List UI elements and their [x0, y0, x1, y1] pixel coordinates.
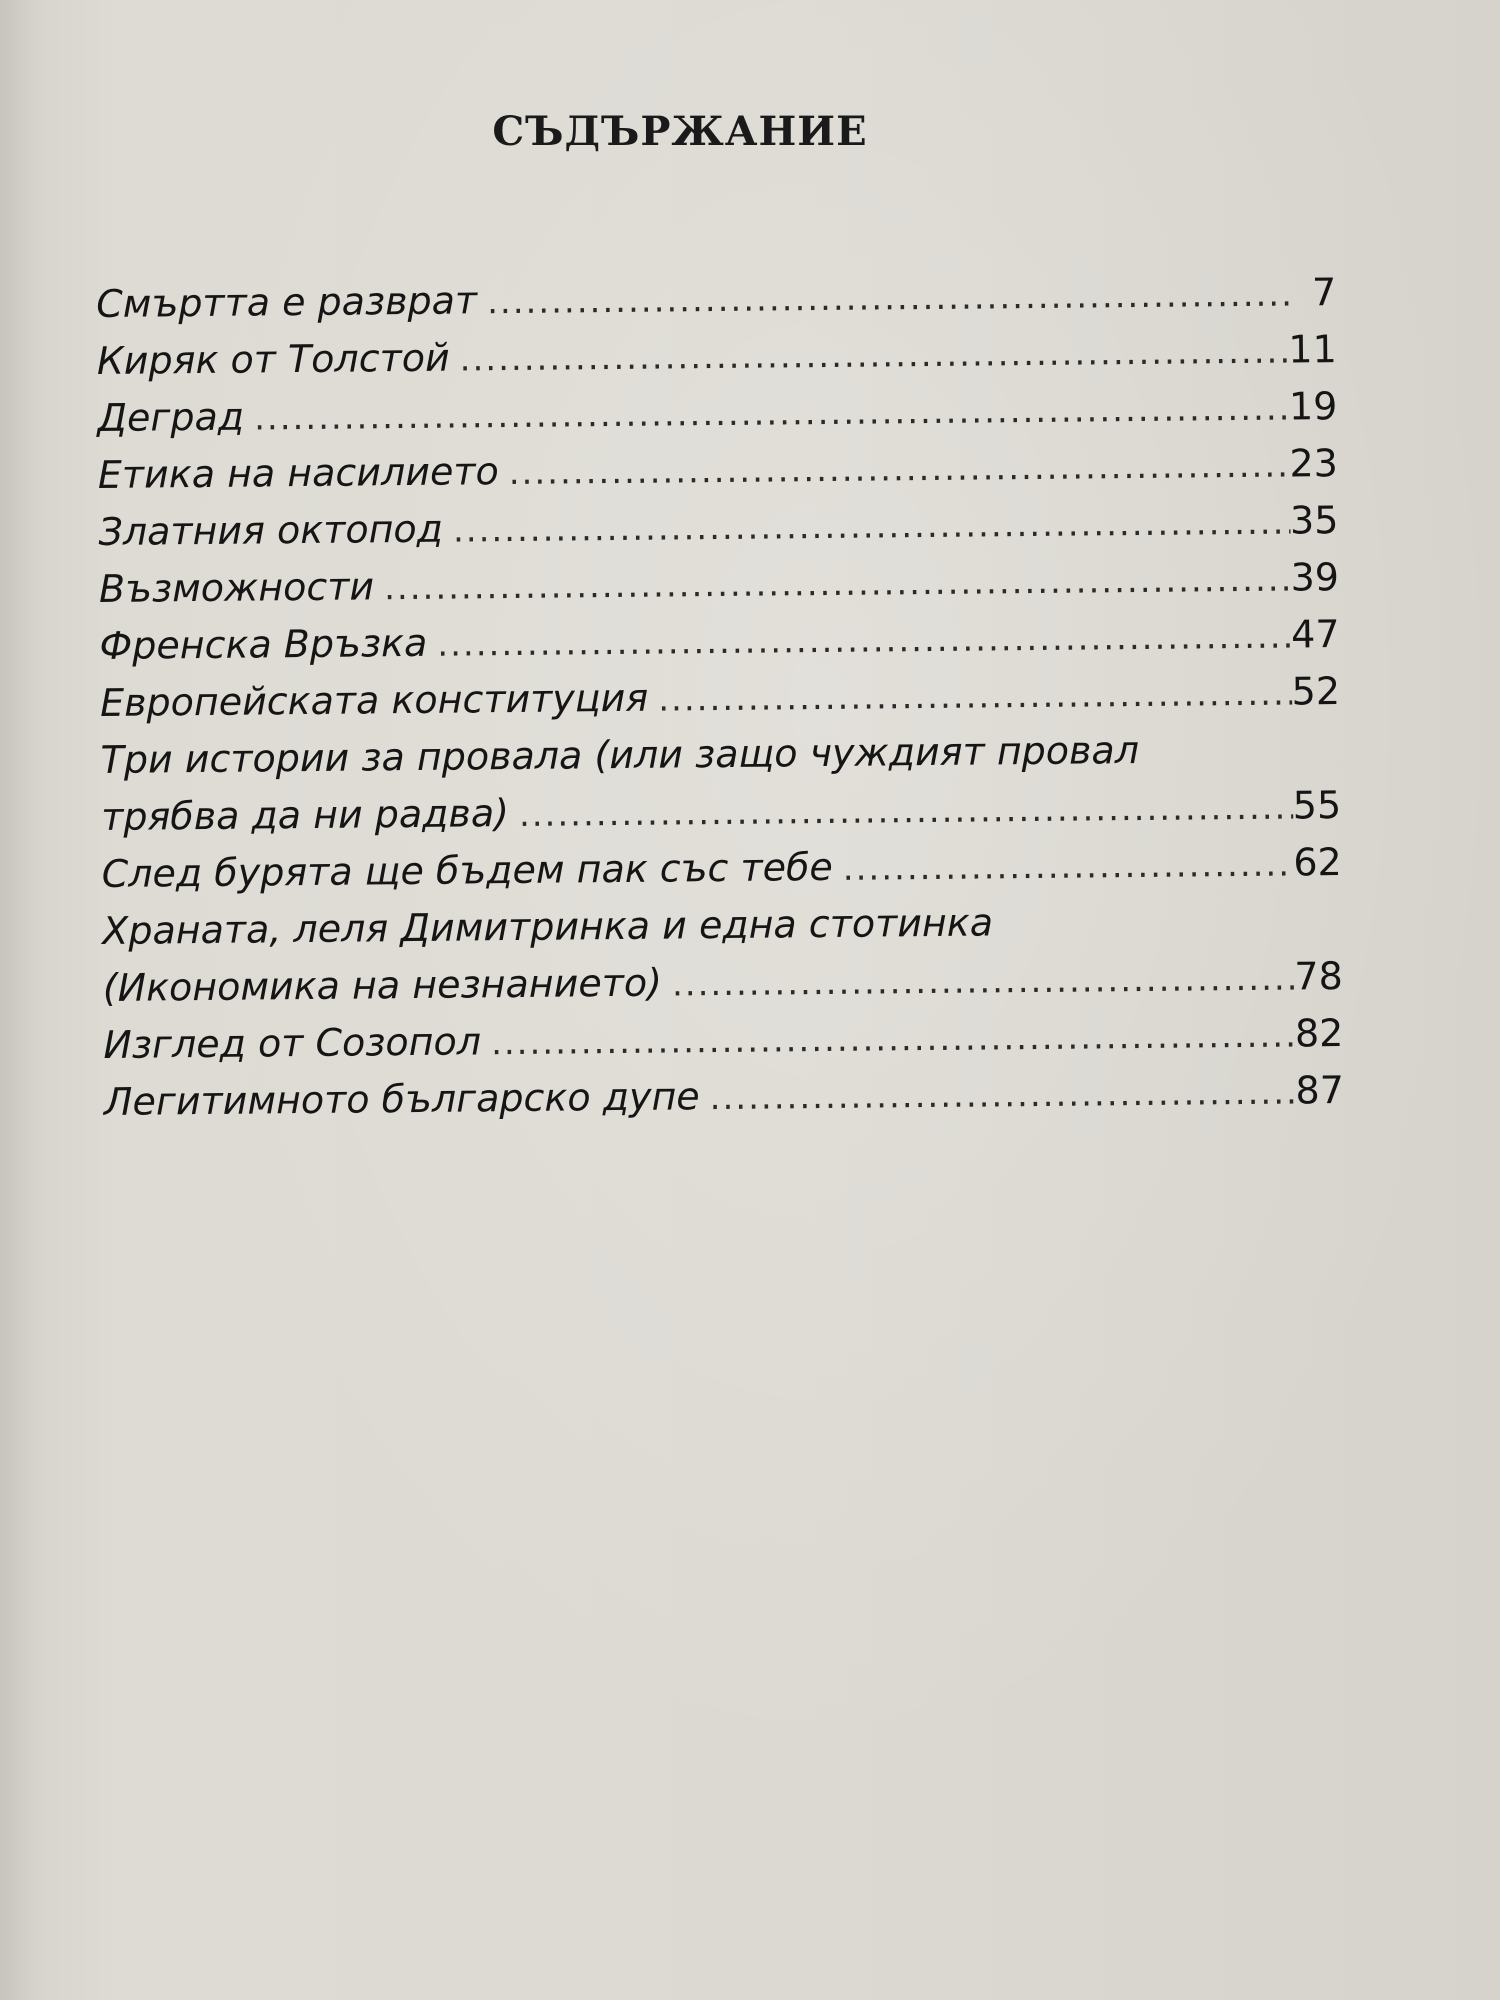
toc-entry-title: Легитимното българско дупе: [103, 1074, 700, 1124]
toc-entry: [97, 378, 1337, 447]
dot-leader: [384, 552, 1291, 618]
toc-page-number: 62: [1293, 840, 1342, 885]
page-title: СЪДЪРЖАНИЕ: [492, 108, 868, 155]
toc-entry: [100, 720, 1341, 846]
toc-entry-title: Френска Връзка: [99, 620, 428, 668]
toc-entry-line: [99, 549, 1339, 618]
toc-entry-line: [99, 606, 1339, 675]
toc-entry-line: [103, 1005, 1343, 1074]
dot-leader: [459, 324, 1288, 389]
toc-page-number: 11: [1288, 327, 1337, 372]
dot-leader: [491, 1008, 1295, 1073]
dot-leader: [254, 381, 1289, 448]
toc-entry-title: След бурята ще бъдем пак със тебе: [101, 844, 834, 896]
toc-entry: [97, 321, 1337, 390]
toc-entry-title: Възможности: [98, 564, 375, 611]
toc-entry-title: Изглед от Созопол: [103, 1019, 482, 1067]
dot-leader: [437, 609, 1291, 674]
toc-entry-line: [97, 321, 1337, 390]
dot-leader: [672, 951, 1295, 1014]
toc-entry: [104, 1062, 1344, 1131]
toc-entry-line: [101, 834, 1341, 903]
toc-entry-line: [98, 492, 1338, 561]
toc-page-number: 19: [1288, 384, 1338, 429]
toc-entry-title: Три истории за провала (или защо чуждият провал: [100, 728, 1140, 782]
dot-leader: [519, 780, 1293, 844]
toc-entry-line: [100, 663, 1340, 732]
toc-entry: [99, 549, 1339, 618]
toc-entry: [98, 435, 1338, 504]
toc-page-number: 7: [1311, 270, 1337, 315]
toc-entry: [96, 264, 1336, 333]
toc-entry-title: трябва да ни радва): [100, 791, 510, 839]
toc-entry-title: Храната, леля Димитринка и една стотинка: [102, 900, 994, 953]
toc-entry-line: [104, 1062, 1344, 1131]
dot-leader: [453, 495, 1291, 560]
toc-page-number: 87: [1295, 1068, 1345, 1113]
dot-leader: [709, 1065, 1295, 1128]
toc-entry-line: [101, 777, 1341, 846]
toc-entry: [102, 891, 1343, 1017]
toc-page-number: 39: [1290, 555, 1340, 600]
toc-entry-line: [96, 264, 1336, 333]
dot-leader: [487, 266, 1297, 331]
dot-leader: [843, 837, 1294, 898]
toc-page-number: 47: [1290, 612, 1340, 657]
toc-page-number: 55: [1292, 783, 1342, 828]
toc-page-number: 78: [1294, 954, 1343, 999]
toc-page-number: 82: [1294, 1011, 1344, 1056]
toc-page-number: 23: [1289, 441, 1339, 486]
toc-entry-line: [97, 378, 1337, 447]
toc-entry: [103, 1005, 1343, 1074]
toc-entry-title: Смъртта е разврат: [96, 278, 478, 326]
toc-entry-title: Европейската конституция: [99, 675, 649, 725]
toc-entry-line: [103, 948, 1343, 1017]
dot-leader: [508, 438, 1289, 502]
toc-entry-title: Деград: [97, 394, 245, 440]
toc-entry-title: (Икономика на незнанието): [102, 960, 663, 1010]
toc-entry: [99, 606, 1339, 675]
toc-entry-title: Етика на насилието: [97, 449, 499, 497]
toc-entry-line: [98, 435, 1338, 504]
table-of-contents: [96, 264, 1344, 1131]
dot-leader: [658, 666, 1292, 729]
toc-entry: [100, 663, 1340, 732]
toc-entry: [101, 834, 1341, 903]
toc-page-number: 35: [1289, 498, 1339, 543]
toc-entry-title: Златния октопод: [98, 506, 444, 554]
toc-page-number: 52: [1291, 669, 1341, 714]
toc-entry-title: Киряк от Толстой: [96, 335, 450, 383]
toc-entry: [98, 492, 1338, 561]
